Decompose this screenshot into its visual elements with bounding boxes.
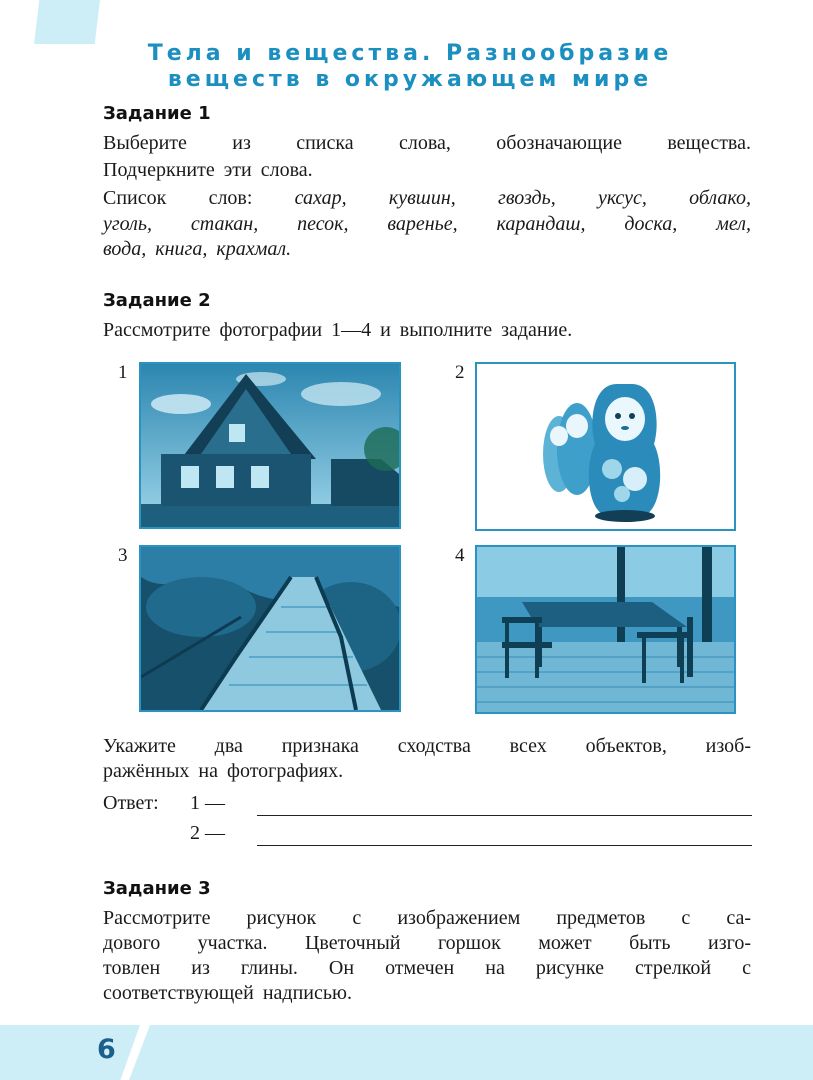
photo-4-number: 4 bbox=[455, 545, 465, 566]
answer-1-line[interactable] bbox=[257, 815, 752, 816]
photo-1-wooden-house bbox=[139, 362, 401, 529]
task2-question-line-1: Укажите два признака сходства всех объектов, изоб- bbox=[103, 735, 751, 757]
task1-words-1: сахар, кувшин, гвоздь, уксус, облако, bbox=[294, 187, 751, 209]
answer-2-line[interactable] bbox=[257, 845, 752, 846]
photo-1-number: 1 bbox=[118, 362, 128, 383]
page-title-line-2: веществ в окружающем мире bbox=[167, 67, 653, 92]
photo-4-terrace bbox=[475, 545, 736, 714]
answer-2-number: 2 — bbox=[190, 822, 225, 844]
boardwalk-illustration bbox=[141, 547, 399, 710]
task3-heading: Задание 3 bbox=[103, 878, 211, 899]
photo-2-matryoshka bbox=[475, 362, 736, 531]
task3-line-4: соответствующей надписью. bbox=[103, 982, 352, 1004]
house-illustration bbox=[141, 364, 399, 527]
task2-heading: Задание 2 bbox=[103, 290, 211, 311]
task1-words-2: уголь, стакан, песок, варенье, карандаш, доска, мел, bbox=[103, 213, 751, 235]
footer-tab bbox=[0, 1025, 140, 1080]
photo-3-boardwalk bbox=[139, 545, 401, 712]
task1-instruction-1: Выберите из списка слова, обозначающие вещества. bbox=[103, 132, 751, 154]
task3-line-2: дового участка. Цветочный горшок может быть изго- bbox=[103, 932, 751, 954]
task1-instruction-2: Подчеркните эти слова. bbox=[103, 159, 313, 181]
task3-line-3: товлен из глины. Он отмечен на рисунке стрелкой с bbox=[103, 957, 751, 979]
answer-1-number: 1 — bbox=[190, 792, 225, 814]
photo-2-number: 2 bbox=[455, 362, 465, 383]
photo-3-number: 3 bbox=[118, 545, 128, 566]
task1-words-3: вода, книга, крахмал. bbox=[103, 238, 292, 260]
task1-word-list-line-1 bbox=[103, 185, 751, 211]
page-number: 6 bbox=[97, 1034, 116, 1065]
task2-question-line-2: ражённых на фотографиях. bbox=[103, 760, 344, 782]
task2-instruction: Рассмотрите фотографии 1—4 и выполните задание. bbox=[103, 319, 573, 341]
task1-heading: Задание 1 bbox=[103, 103, 211, 124]
task3-line-1: Рассмотрите рисунок с изображением предметов с са- bbox=[103, 907, 751, 929]
task1-word-list-line-2 bbox=[103, 211, 751, 237]
page-title-line-1: Тела и вещества. Разнообразие bbox=[147, 41, 673, 66]
task1-list-label: Список слов: bbox=[103, 187, 253, 209]
top-corner-decoration bbox=[34, 0, 100, 44]
answer-label: Ответ: bbox=[103, 792, 159, 814]
matryoshka-illustration bbox=[477, 364, 734, 529]
terrace-illustration bbox=[477, 547, 734, 712]
task1-word-list-line-3 bbox=[103, 236, 751, 262]
